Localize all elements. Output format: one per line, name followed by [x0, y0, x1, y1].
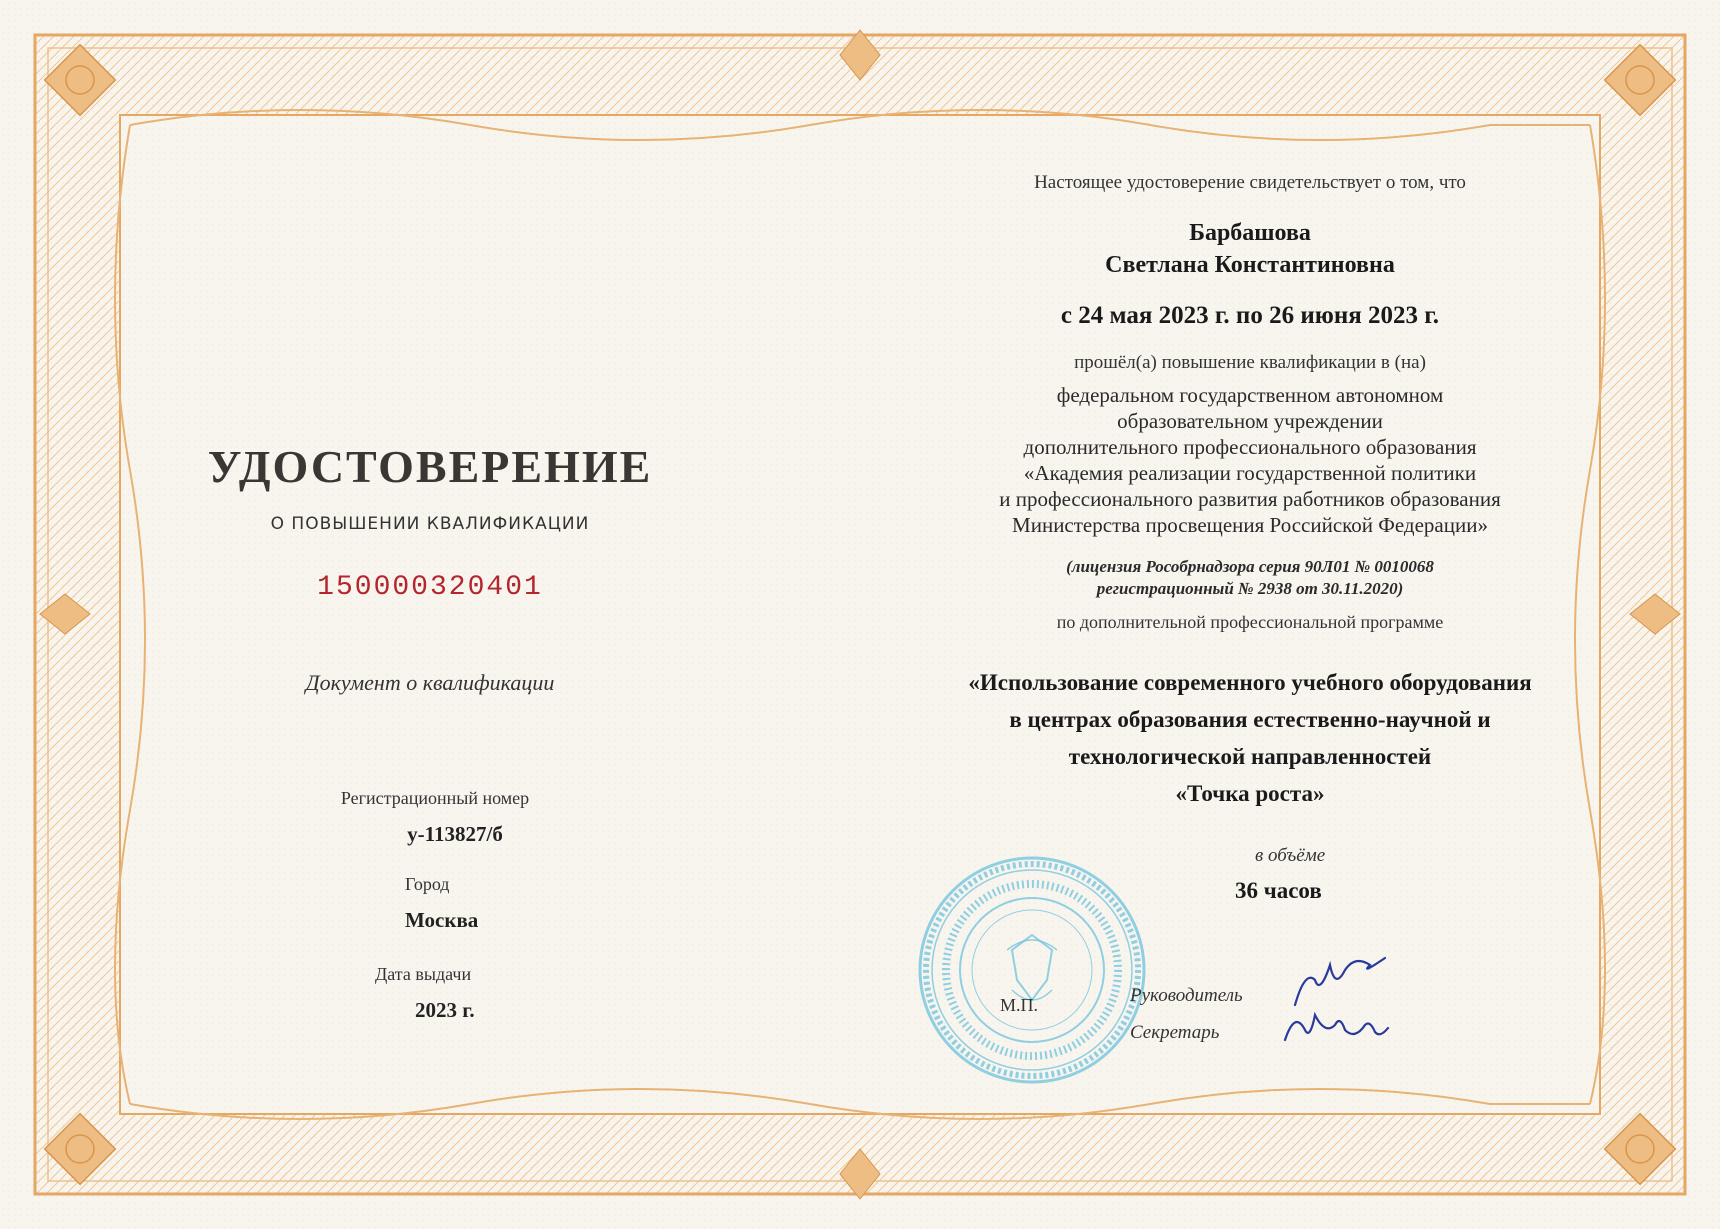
program-line: «Точка роста»: [1175, 781, 1325, 806]
registration-number: у-113827/б: [407, 822, 503, 846]
training-period: с 24 мая 2023 г. по 26 июня 2023 г.: [1060, 302, 1440, 329]
certificate-subtitle: О ПОВЫШЕНИИ КВАЛИФИКАЦИИ: [270, 514, 590, 534]
institution-line: образовательном учреждении: [1117, 409, 1383, 433]
recipient-surname: Барбашова: [1189, 220, 1311, 246]
institution-block: [880, 382, 1620, 538]
program-line: в центрах образования естественно-научной и: [1009, 707, 1491, 732]
institution-line: дополнительного профессионального образования: [1023, 435, 1477, 459]
recipient-given-names: Светлана Константиновна: [1105, 252, 1395, 278]
license-block: [880, 556, 1620, 600]
passed-text: прошёл(а) повышение квалификации в (на): [1074, 352, 1426, 373]
secretary-signature-label: Секретарь: [1130, 1022, 1220, 1043]
license-line: (лицензия Рособрнадзора серия 90Л01 № 0010068: [1066, 557, 1434, 576]
issue-date-label: Дата выдачи: [375, 964, 472, 984]
institution-line: «Академия реализации государственной политики: [1023, 461, 1477, 485]
volume-label: в объёме: [1255, 845, 1326, 866]
secretary-signature: [1280, 1000, 1400, 1050]
city-label: Город: [405, 874, 450, 894]
city-value: Москва: [405, 908, 479, 932]
program-line: технологической направленностей: [1068, 744, 1432, 769]
registration-label: Регистрационный номер: [340, 788, 530, 808]
document-type: Документ о квалификации: [305, 670, 555, 695]
program-line: «Использование современного учебного оборудования: [968, 670, 1532, 695]
stamp-place-label: М.П.: [1000, 995, 1039, 1015]
license-line: регистрационный № 2938 от 30.11.2020): [1096, 579, 1404, 598]
institution-line: федеральном государственном автономном: [1056, 383, 1444, 407]
volume-value: 36 часов: [1235, 878, 1322, 903]
issue-date-value: 2023 г.: [415, 998, 475, 1022]
program-intro: по дополнительной профессиональной программе: [1056, 612, 1444, 632]
institution-line: и профессионального развития работников образования: [999, 487, 1501, 511]
institution-line: Министерства просвещения Российской Федерации»: [1012, 513, 1488, 537]
certificate-title: УДОСТОВЕРЕНИЕ: [207, 441, 653, 492]
official-seal-stamp: [912, 850, 1152, 1090]
head-signature-label: Руководитель: [1130, 985, 1243, 1006]
intro-text: Настоящее удостоверение свидетельствует о том, что: [1034, 172, 1466, 193]
serial-number: 150000320401: [317, 572, 543, 603]
program-title-block: [880, 664, 1620, 812]
